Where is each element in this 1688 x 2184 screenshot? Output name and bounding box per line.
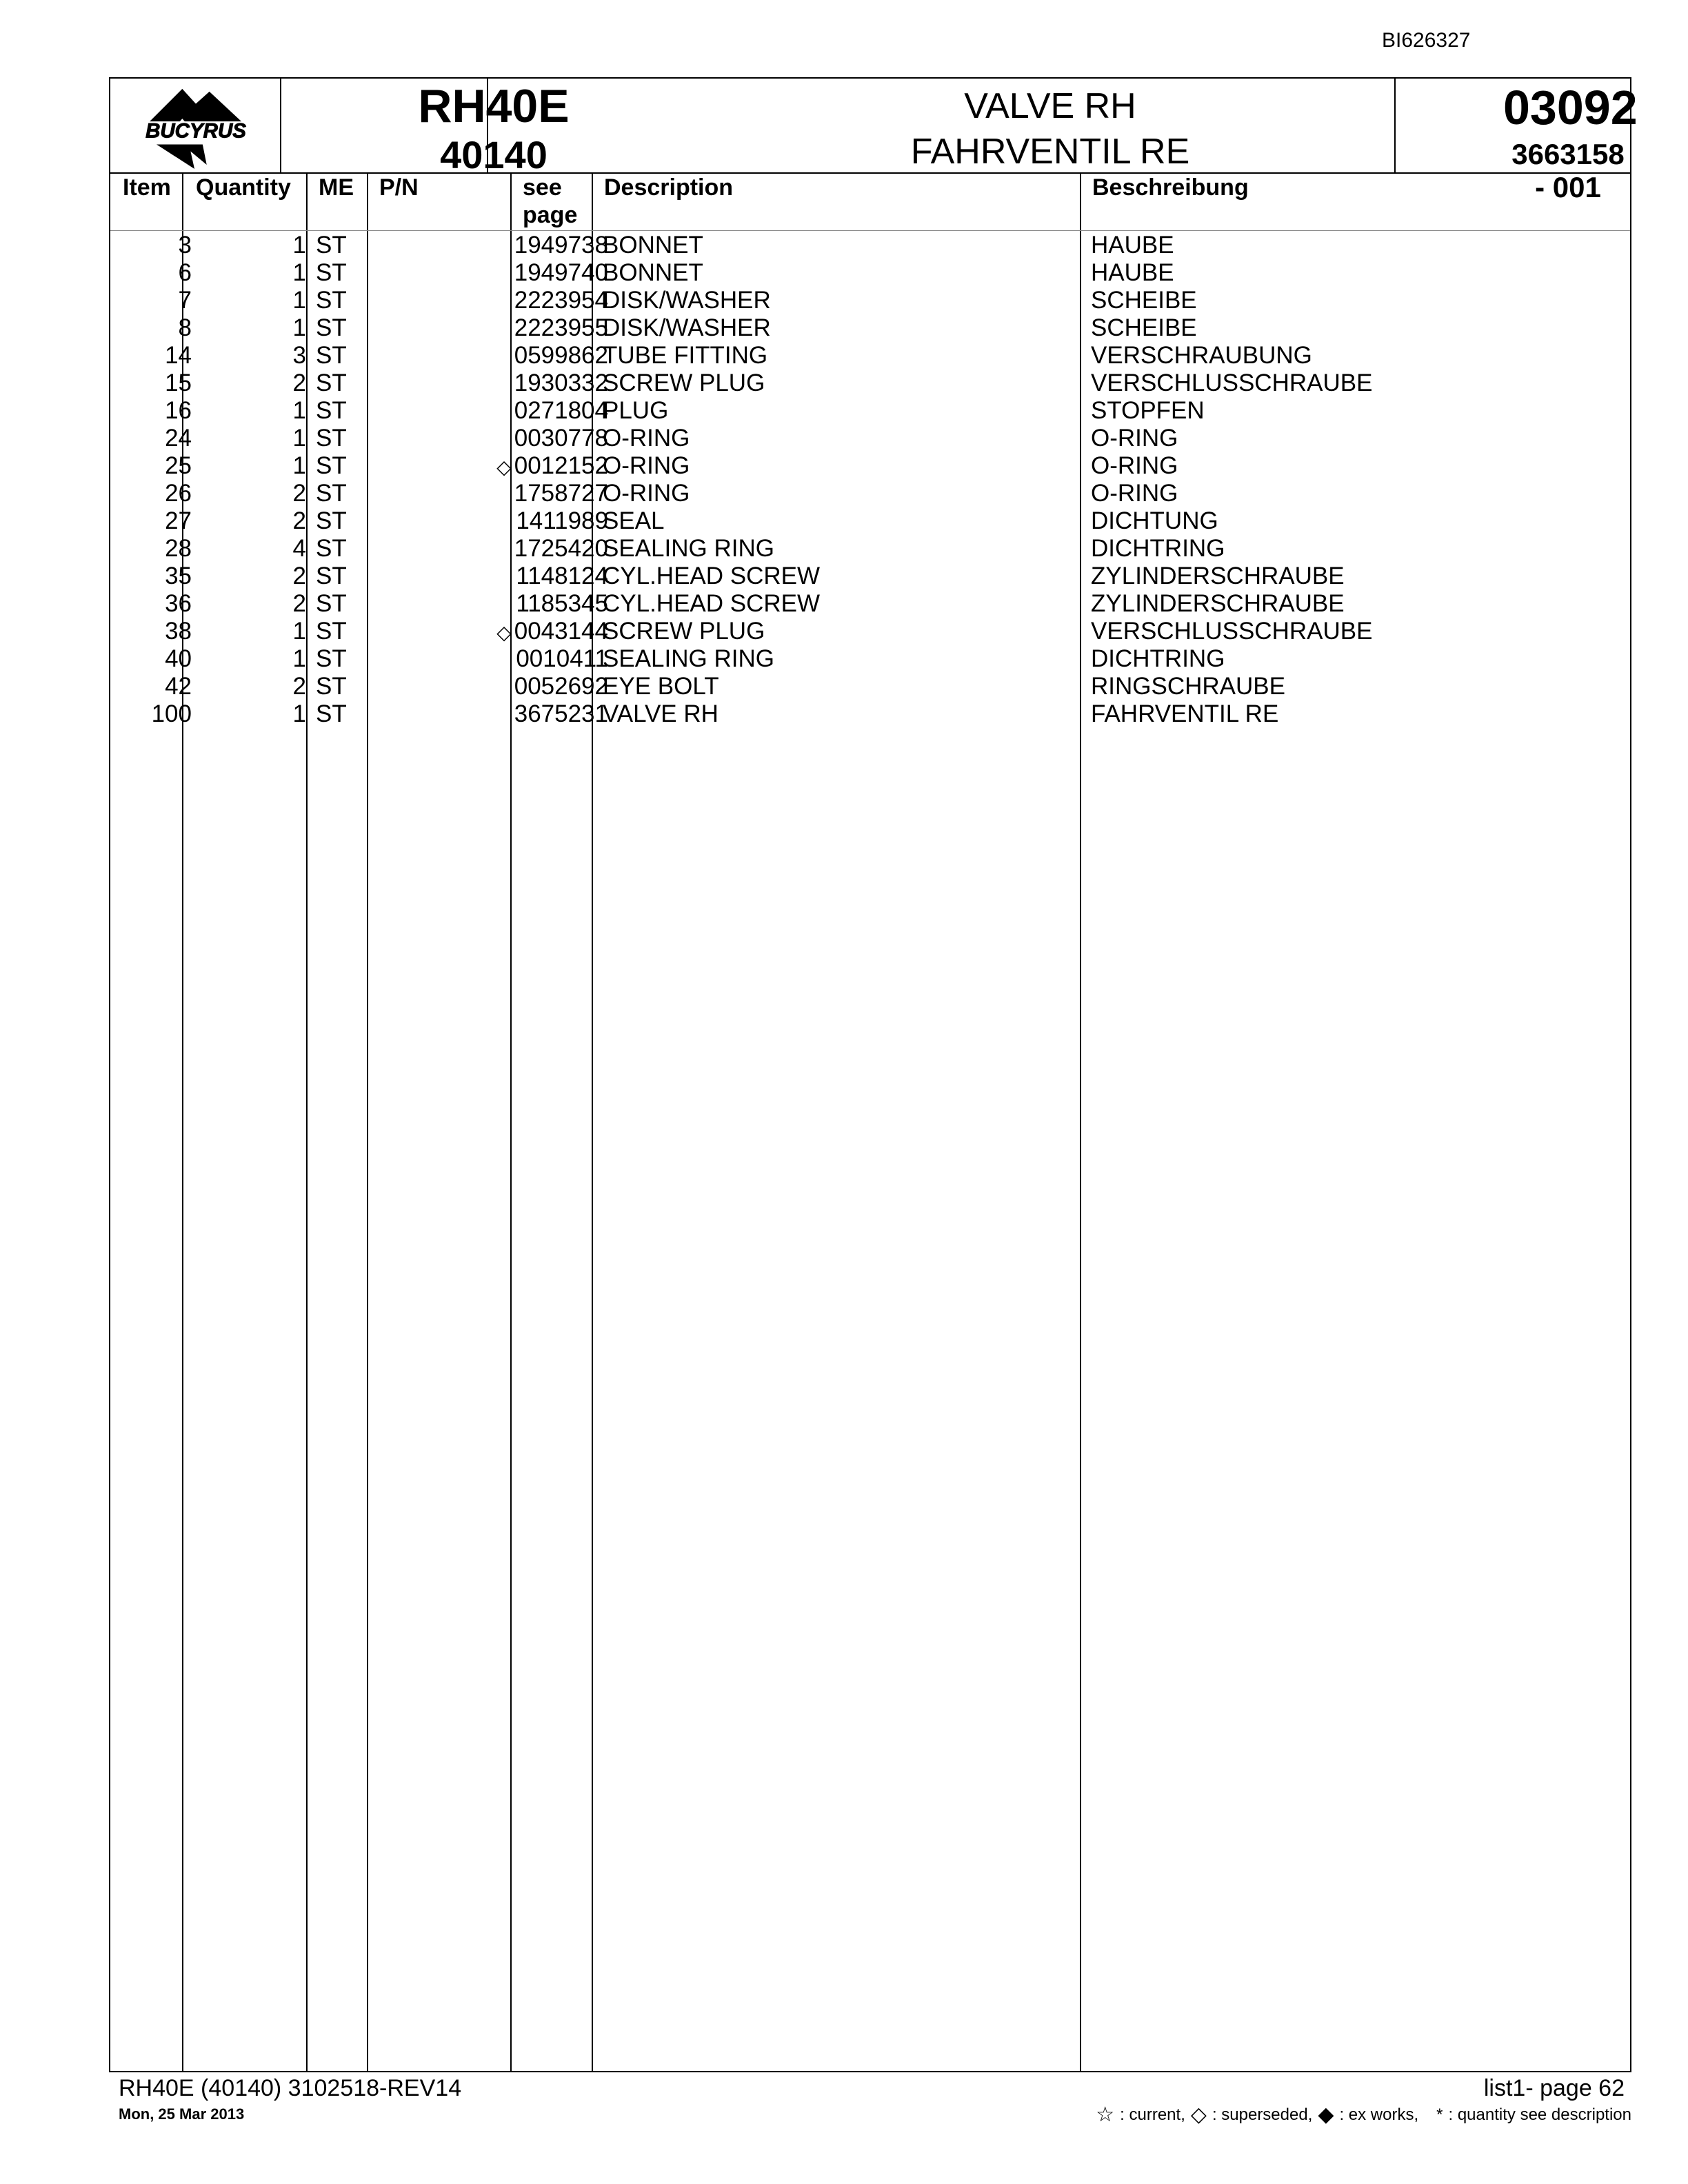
cell-me: ST [316,425,347,452]
cell-quantity: 1 [292,314,306,341]
table-row [110,507,1633,535]
parts-rows [110,232,1633,728]
cell-description: CYL.HEAD SCREW [603,563,821,589]
table-row [110,480,1633,507]
col-header-pn: P/N [379,174,419,201]
cell-beschreibung: ZYLINDERSCHRAUBE [1091,563,1345,589]
cell-description: PLUG [603,397,669,424]
cell-quantity: 3 [292,342,306,369]
col-header-item: Item [123,174,171,201]
cell-description: CYL.HEAD SCREW [603,590,821,617]
superseded-diamond-icon: ◇ [496,622,512,643]
cell-quantity: 2 [292,507,306,534]
cell-quantity: 2 [292,590,306,617]
cell-me: ST [316,507,347,534]
superseded-diamond-icon: ◇ [496,456,512,478]
cell-beschreibung: STOPFEN [1091,397,1205,424]
col-header-description: Description [604,174,734,201]
col-header-quantity: Quantity [196,174,291,201]
cell-item: 27 [165,507,192,534]
cell-me: ST [316,452,347,479]
cell-description: O-RING [603,425,690,452]
table-row [110,397,1633,425]
table-row [110,287,1633,314]
cell-pn: 1148124 [516,563,608,589]
cell-item: 14 [165,342,192,369]
cell-description: EYE BOLT [603,673,719,700]
star-icon: ☆ [1096,2103,1115,2126]
cell-pn: 1949738 [514,232,608,259]
cell-beschreibung: RINGSCHRAUBE [1091,673,1285,700]
cell-beschreibung: ZYLINDERSCHRAUBE [1091,590,1345,617]
cell-item: 100 [151,700,192,727]
cell-beschreibung: FAHRVENTIL RE [1091,700,1279,727]
cell-pn: 2223955 [514,314,608,341]
model-name: RH40E [418,80,570,132]
cell-description: SCREW PLUG [603,618,765,645]
cell-beschreibung: SCHEIBE [1091,287,1197,314]
cell-pn: 0271804 [514,397,608,424]
table-row [110,342,1633,370]
table-row [110,314,1633,342]
cell-beschreibung: O-RING [1091,452,1178,479]
cell-quantity: 2 [292,673,306,700]
table-row [110,563,1633,590]
table-row [110,673,1633,700]
symbol-legend [1096,2103,1631,2127]
cell-quantity: 1 [292,287,306,314]
cell-pn: 2223954 [514,287,608,314]
cell-pn: 1725420 [514,535,608,562]
table-row [110,370,1633,397]
cell-pn: 0599862 [514,342,608,369]
cell-beschreibung: HAUBE [1091,232,1174,259]
cell-description: O-RING [603,452,690,479]
part-number: 0043144 [514,618,608,645]
table-row [110,452,1633,480]
cell-pn: 1185345 [516,590,608,617]
cell-item: 25 [165,452,192,479]
footer-date: Mon, 25 Mar 2013 [119,2105,245,2123]
cell-quantity: 1 [292,232,306,259]
cell-pn: 1411989 [516,507,608,534]
cell-me: ST [316,618,347,645]
cell-pn: 3675231 [514,700,608,727]
drawing-number: 3663158 - 001 [1511,138,1625,203]
cell-description: DISK/WASHER [603,314,771,341]
cell-description: O-RING [603,480,690,507]
cell-pn: 0030778 [514,425,608,452]
group-number: 03092 [1503,81,1638,134]
cell-me: ST [316,700,347,727]
table-row [110,232,1633,259]
cell-beschreibung: SCHEIBE [1091,314,1197,341]
legend-current: : current, [1120,2105,1185,2124]
cell-item: 35 [165,563,192,589]
cell-quantity: 2 [292,370,306,396]
title-german: FAHRVENTIL RE [910,132,1190,172]
cell-item: 8 [178,314,192,341]
table-row [110,700,1633,728]
cell-item: 42 [165,673,192,700]
cell-me: ST [316,287,347,314]
cell-description: BONNET [603,259,703,286]
cell-item: 15 [165,370,192,396]
table-row [110,535,1633,563]
cell-description: SEALING RING [603,645,774,672]
cell-description: SEAL [603,507,665,534]
cell-quantity: 1 [292,700,306,727]
cell-item: 7 [178,287,192,314]
footer-page-number: list1- page 62 [1483,2075,1625,2101]
table-row [110,618,1633,645]
cell-quantity: 1 [292,452,306,479]
cell-quantity: 2 [292,480,306,507]
cell-description: SCREW PLUG [603,370,765,396]
cell-me: ST [316,232,347,259]
cell-beschreibung: HAUBE [1091,259,1174,286]
parts-table [109,174,1631,2072]
cell-pn [496,452,608,481]
col-header-see-page: see page [523,174,578,228]
cell-me: ST [316,480,347,507]
cell-me: ST [316,314,347,341]
cell-beschreibung: DICHTRING [1091,535,1225,562]
legend-superseded: : superseded, [1212,2105,1313,2124]
cell-pn: 1758727 [514,480,608,507]
legend-ex-works: : ex works, [1339,2105,1419,2124]
cell-item: 28 [165,535,192,562]
cell-quantity: 1 [292,397,306,424]
cell-beschreibung: VERSCHLUSSCHRAUBE [1091,370,1373,396]
cell-quantity: 4 [292,535,306,562]
cell-quantity: 1 [292,645,306,672]
cell-item: 38 [165,618,192,645]
title-english: VALVE RH [964,86,1136,126]
cell-item: 36 [165,590,192,617]
cell-description: SEALING RING [603,535,774,562]
cell-me: ST [316,563,347,589]
col-header-me: ME [319,174,354,201]
legend-quantity: : quantity see description [1448,2105,1631,2124]
cell-description: BONNET [603,232,703,259]
cell-quantity: 1 [292,425,306,452]
cell-pn: 1949740 [514,259,608,286]
table-row [110,645,1633,673]
cell-pn: 1930332 [514,370,608,396]
cell-item: 6 [178,259,192,286]
cell-me: ST [316,535,347,562]
cell-me: ST [316,342,347,369]
cell-description: VALVE RH [603,700,719,727]
cell-pn: 0010411 [516,645,608,672]
cell-beschreibung: VERSCHRAUBUNG [1091,342,1312,369]
col-header-beschreibung: Beschreibung [1092,174,1249,201]
cell-pn [496,618,608,647]
cell-beschreibung: DICHTUNG [1091,507,1218,534]
cell-me: ST [316,370,347,396]
model-number: 40140 [440,133,547,176]
cell-item: 26 [165,480,192,507]
cell-me: ST [316,397,347,424]
asterisk-icon: * [1436,2105,1443,2124]
cell-pn: 0052692 [514,673,608,700]
cell-description: TUBE FITTING [603,342,768,369]
cell-beschreibung: O-RING [1091,425,1178,452]
document-id: BI626327 [1382,29,1471,52]
diamond-outline-icon: ◇ [1190,2103,1207,2126]
cell-beschreibung: O-RING [1091,480,1178,507]
cell-item: 24 [165,425,192,452]
cell-item: 16 [165,397,192,424]
cell-me: ST [316,645,347,672]
cell-description: DISK/WASHER [603,287,771,314]
cell-quantity: 1 [292,618,306,645]
cell-quantity: 2 [292,563,306,589]
part-number: 0012152 [514,452,608,479]
cell-me: ST [316,259,347,286]
diamond-filled-icon: ◆ [1318,2103,1334,2126]
cell-beschreibung: VERSCHLUSSCHRAUBE [1091,618,1373,645]
cell-beschreibung: DICHTRING [1091,645,1225,672]
logo-text: BUCYRUS [145,119,246,143]
table-row [110,259,1633,287]
bucyrus-logo [114,81,277,171]
table-row [110,425,1633,452]
footer-document-ref: RH40E (40140) 3102518-REV14 [119,2075,462,2101]
cell-me: ST [316,673,347,700]
cell-item: 3 [178,232,192,259]
table-row [110,590,1633,618]
cell-me: ST [316,590,347,617]
cell-quantity: 1 [292,259,306,286]
cell-item: 40 [165,645,192,672]
